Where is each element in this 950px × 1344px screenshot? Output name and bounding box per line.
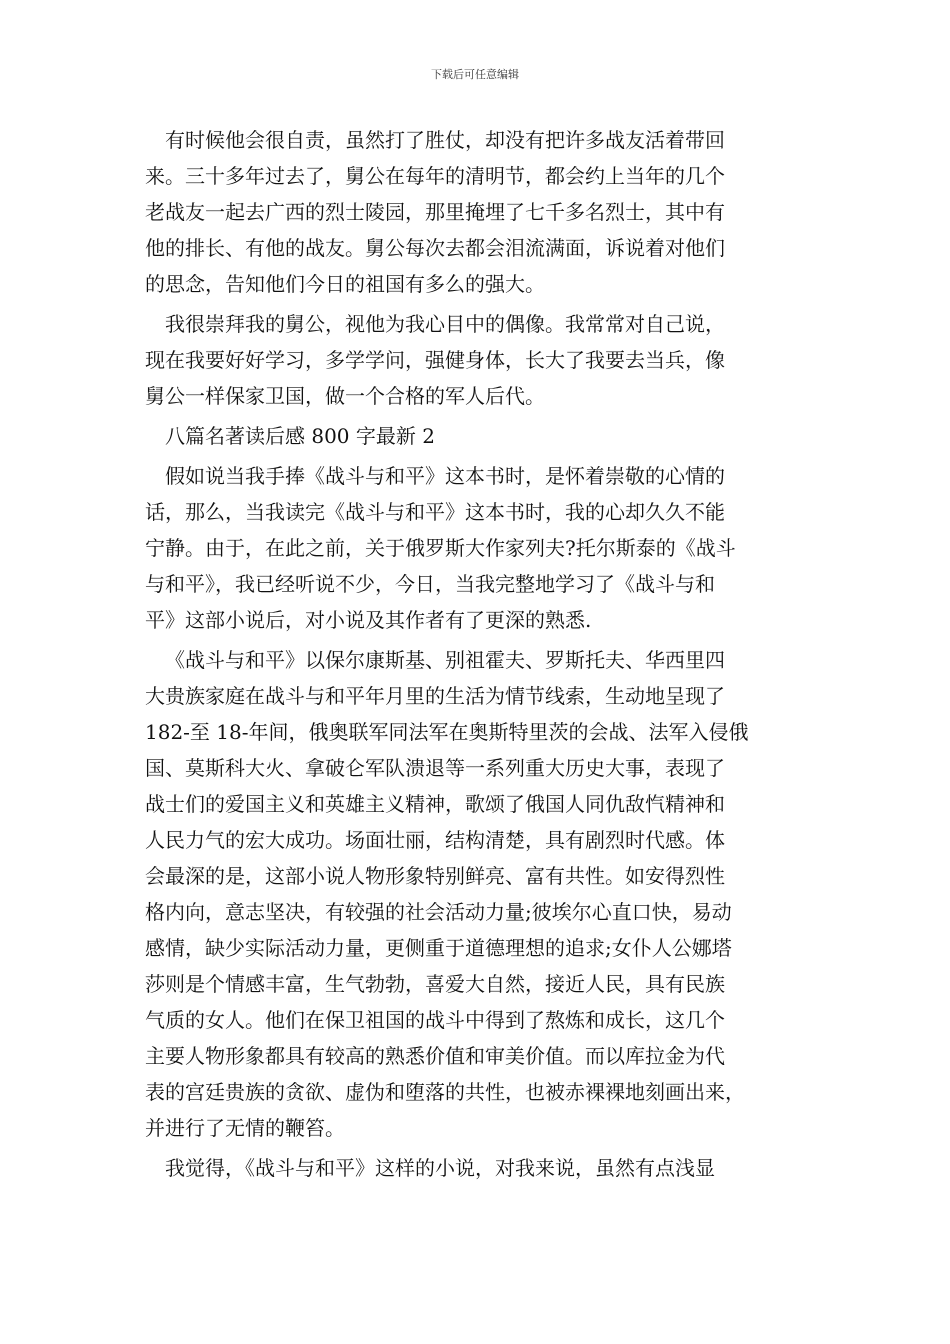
text-line: 来。三十多年过去了，舅公在每年的清明节，都会约上当年的几个 — [145, 164, 725, 188]
text-line: 假如说当我手捧《战斗与和平》这本书时，是怀着崇敬的心情的 — [165, 464, 725, 488]
text-line: 八篇名著读后感 800 字最新 2 — [165, 424, 435, 448]
text-line: 并进行了无情的鞭笞。 — [145, 1116, 345, 1140]
text-line: 战士们的爱国主义和英雄主义精神，歌颂了俄国人同仇敌忾精神和 — [145, 792, 725, 816]
text-line: 《战斗与和平》以保尔康斯基、别祖霍夫、罗斯托夫、华西里四 — [165, 648, 725, 672]
text-line: 舅公一样保家卫国，做一个合格的军人后代。 — [145, 384, 545, 408]
text-line: 气质的女人。他们在保卫祖国的战斗中得到了熬炼和成长，这几个 — [145, 1008, 725, 1032]
text-line: 182-至 18-年间，俄奥联军同法军在奥斯特里茨的会战、法军入侵俄 — [145, 720, 749, 744]
text-line: 感情，缺少实际活动力量，更侧重于道德理想的追求;女仆人公娜塔 — [145, 936, 732, 960]
text-line: 宁静。由于，在此之前，关于俄罗斯大作家列夫?托尔斯泰的《战斗 — [145, 536, 736, 560]
text-line: 大贵族家庭在战斗与和平年月里的生活为情节线索，生动地呈现了 — [145, 684, 725, 708]
paragraph — [145, 418, 815, 454]
text-line: 有时候他会很自责，虽然打了胜仗，却没有把许多战友活着带回 — [165, 128, 725, 152]
text-line: 国、莫斯科大火、拿破仑军队溃退等一系列重大历史大事，表现了 — [145, 756, 725, 780]
text-line: 格内向，意志坚决，有较强的社会活动力量;彼埃尔心直口快，易动 — [145, 900, 732, 924]
text-line: 话，那么，当我读完《战斗与和平》这本书时，我的心却久久不能 — [145, 500, 725, 524]
text-line: 平》这部小说后，对小说及其作者有了更深的熟悉. — [145, 608, 592, 632]
paragraph — [145, 642, 815, 1146]
document-body — [145, 122, 815, 1190]
text-line: 表的宫廷贵族的贪欲、虚伪和堕落的共性，也被赤裸裸地刻画出来， — [145, 1080, 745, 1104]
paragraph — [145, 306, 815, 414]
page-header: 下载后可任意编辑 — [431, 68, 519, 81]
text-line: 主要人物形象都具有较高的熟悉价值和审美价值。而以库拉金为代 — [145, 1044, 725, 1068]
text-line: 莎则是个情感丰富，生气勃勃，喜爱大自然，接近人民，具有民族 — [145, 972, 725, 996]
text-line: 的思念，告知他们今日的祖国有多么的强大。 — [145, 272, 545, 296]
paragraph — [145, 1150, 815, 1186]
paragraph — [145, 122, 815, 302]
text-line: 他的排长、有他的战友。舅公每次去都会泪流满面，诉说着对他们 — [145, 236, 725, 260]
text-line: 我很崇拜我的舅公，视他为我心目中的偶像。我常常对自己说， — [165, 312, 725, 336]
text-line: 我觉得，《战斗与和平》这样的小说，对我来说，虽然有点浅显 — [165, 1156, 715, 1180]
text-line: 人民力气的宏大成功。场面壮丽，结构清楚，具有剧烈时代感。体 — [145, 828, 725, 852]
text-line: 与和平》，我已经听说不少，今日，当我完整地学习了《战斗与和 — [145, 572, 715, 596]
text-line: 现在我要好好学习，多学学问，强健身体，长大了我要去当兵，像 — [145, 348, 725, 372]
text-line: 会最深的是，这部小说人物形象特别鲜亮、富有共性。如安得烈性 — [145, 864, 725, 888]
text-line: 老战友一起去广西的烈士陵园，那里掩埋了七千多名烈士，其中有 — [145, 200, 725, 224]
paragraph — [145, 458, 815, 638]
